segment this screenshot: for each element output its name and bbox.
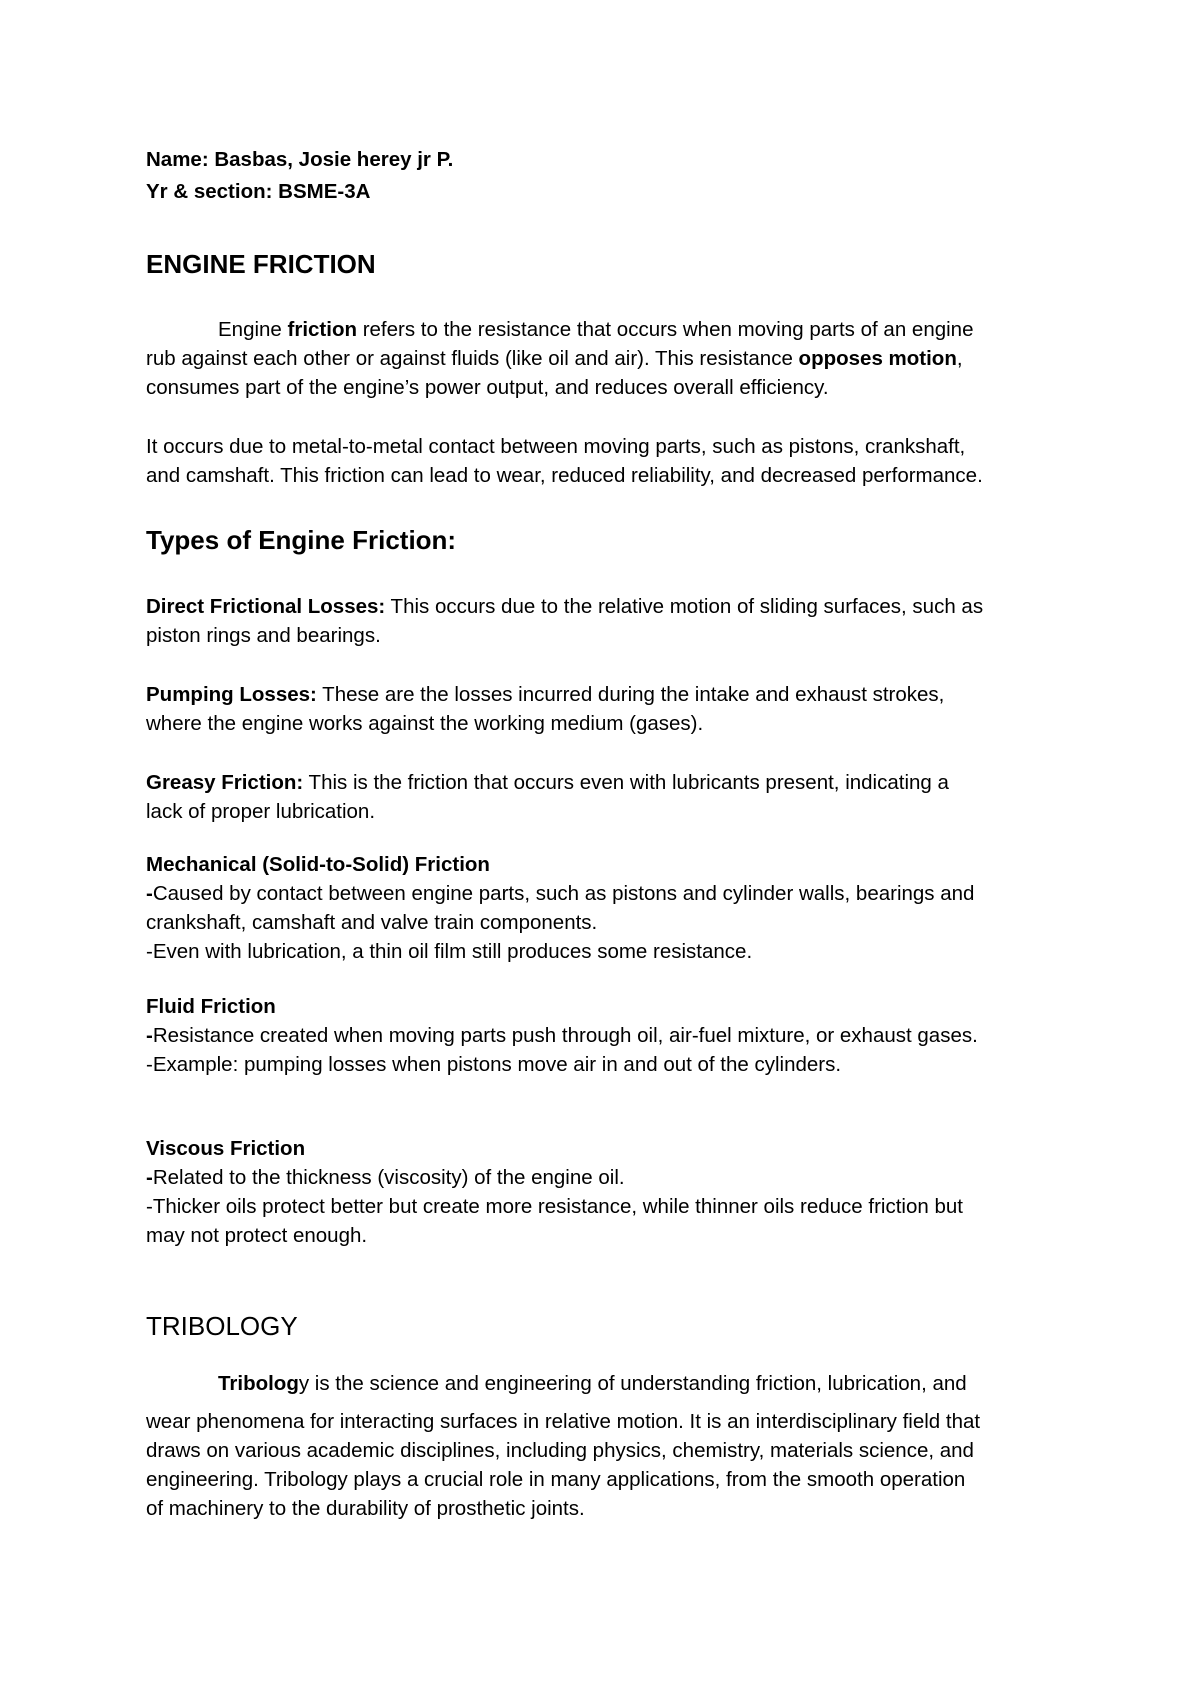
viscous-friction-line3: may not protect enough.	[146, 1224, 368, 1247]
dash: -	[146, 1024, 153, 1047]
direct-losses-line2: piston rings and bearings.	[146, 624, 381, 647]
direct-losses-label: Direct Frictional Losses:	[146, 595, 386, 618]
bold-term: Tribolog	[218, 1372, 299, 1395]
greasy-friction-line2: lack of proper lubrication.	[146, 800, 376, 823]
engine-friction-p2-line1: It occurs due to metal-to-metal contact between moving parts, such as pistons, crankshaft,	[146, 435, 966, 458]
engine-friction-p1-line1	[218, 317, 973, 343]
engine-friction-p1-line2	[146, 346, 963, 372]
fluid-friction-line1	[146, 1023, 978, 1049]
tribology-line4: engineering. Tribology plays a crucial role in many applications, from the smooth operation	[146, 1468, 966, 1491]
bold-term: friction	[287, 318, 357, 341]
mechanical-friction-line2: crankshaft, camshaft and valve train components.	[146, 911, 598, 934]
mechanical-friction-line1	[146, 881, 974, 907]
engine-friction-p2-line2: and camshaft. This friction can lead to wear, reduced reliability, and decreased performance.	[146, 464, 983, 487]
engine-friction-p1-line3: consumes part of the engine’s power output, and reduces overall efficiency.	[146, 376, 829, 399]
greasy-friction-line1	[146, 770, 949, 796]
fluid-friction-line2: -Example: pumping losses when pistons move air in and out of the cylinders.	[146, 1053, 842, 1076]
text: This is the friction that occurs even with lubricants present, indicating a	[303, 771, 949, 794]
mechanical-friction-title: Mechanical (Solid-to-Solid) Friction	[146, 853, 490, 876]
viscous-friction-line2: -Thicker oils protect better but create more resistance, while thinner oils reduce friction but	[146, 1195, 963, 1218]
tribology-title: TRIBOLOGY	[146, 1311, 298, 1341]
greasy-friction-label: Greasy Friction:	[146, 771, 304, 794]
student-name: Name: Basbas, Josie herey jr P.	[146, 148, 454, 171]
bold-term: opposes motion	[798, 347, 957, 370]
direct-losses-line1	[146, 594, 983, 620]
text: y is the science and engineering of understanding friction, lubrication, and	[298, 1372, 967, 1395]
viscous-friction-line1	[146, 1165, 625, 1191]
engine-friction-title: ENGINE FRICTION	[146, 249, 376, 279]
text: This occurs due to the relative motion of sliding surfaces, such as	[385, 595, 984, 618]
document-page	[146, 0, 1066, 1694]
text: Resistance created when moving parts push through oil, air-fuel mixture, or exhaust gases.	[152, 1024, 978, 1047]
pumping-losses-line1	[146, 682, 944, 708]
text: refers to the resistance that occurs when moving parts of an engine	[357, 318, 974, 341]
text: These are the losses incurred during the intake and exhaust strokes,	[316, 683, 945, 706]
pumping-losses-label: Pumping Losses:	[146, 683, 317, 706]
text: rub against each other or against fluids (like oil and air). This resistance	[146, 347, 799, 370]
pumping-losses-line2: where the engine works against the working medium (gases).	[146, 712, 704, 735]
tribology-line3: draws on various academic disciplines, including physics, chemistry, materials science, and	[146, 1439, 974, 1462]
tribology-line2: wear phenomena for interacting surfaces in relative motion. It is an interdisciplinary field that	[146, 1410, 981, 1433]
types-title: Types of Engine Friction:	[146, 525, 457, 555]
text: Related to the thickness (viscosity) of the engine oil.	[152, 1166, 625, 1189]
text: Engine	[218, 318, 288, 341]
fluid-friction-title: Fluid Friction	[146, 995, 276, 1018]
text: Caused by contact between engine parts, such as pistons and cylinder walls, bearings and	[152, 882, 975, 905]
mechanical-friction-line3: -Even with lubrication, a thin oil film still produces some resistance.	[146, 940, 753, 963]
dash: -	[146, 1166, 153, 1189]
text: ,	[956, 347, 963, 370]
tribology-line1	[218, 1371, 967, 1397]
dash: -	[146, 882, 153, 905]
year-section: Yr & section: BSME-3A	[146, 180, 371, 203]
viscous-friction-title: Viscous Friction	[146, 1137, 306, 1160]
tribology-line5: of machinery to the durability of prosthetic joints.	[146, 1497, 585, 1520]
